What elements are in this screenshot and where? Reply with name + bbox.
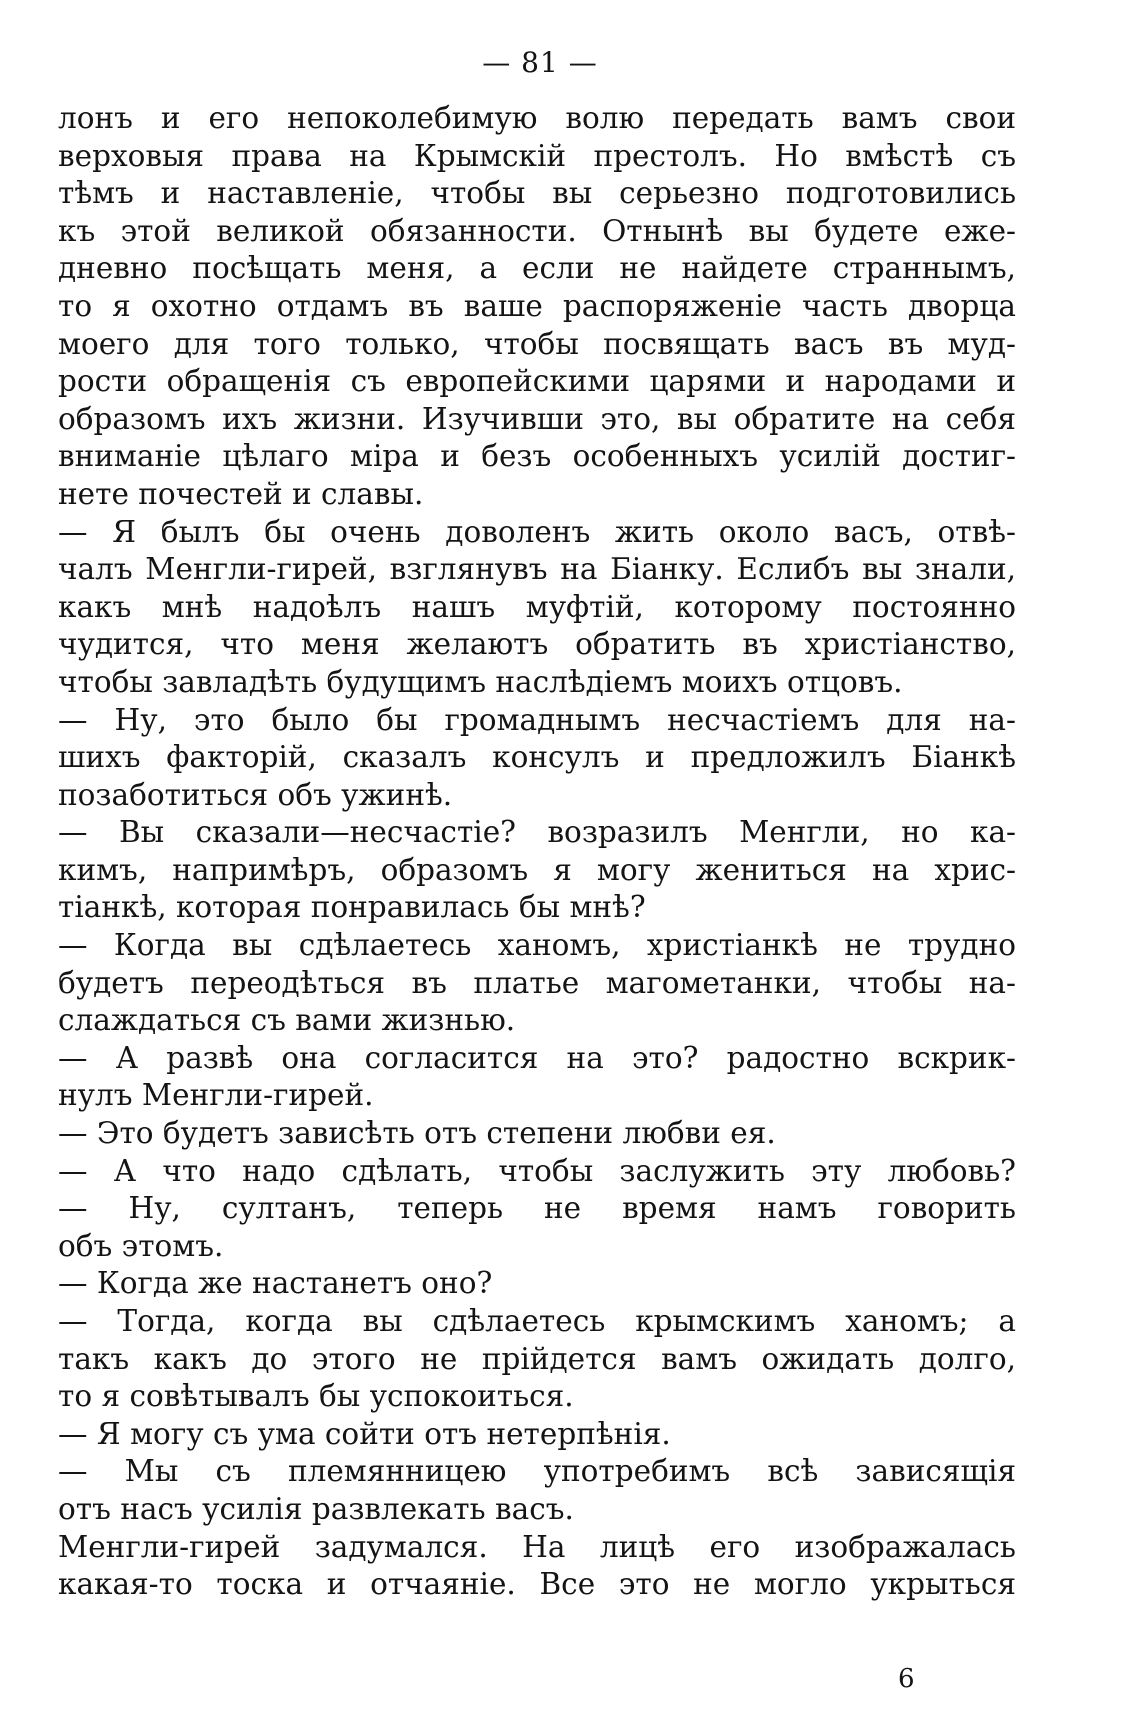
text-line: тѣмъ и наставленіе, чтобы вы серьезно подготовились (58, 176, 1016, 211)
text-line: тіанкѣ, которая понравилась бы мнѣ? (58, 890, 646, 925)
text-line: — Когда же настанетъ оно? (58, 1266, 493, 1301)
text-line: будетъ переодѣться въ платье магометанки, чтобы на- (58, 965, 1016, 1000)
text-line: — Вы сказали—несчастіе? возразилъ Менгли, но ка- (58, 815, 1016, 850)
text-line: такъ какъ до этого не прійдется вамъ ожидать долго, (58, 1341, 1016, 1376)
text-line: — Мы съ племянницею употребимъ всѣ зависящія (58, 1454, 1016, 1489)
text-line: рости обращенія съ европейскими царями и народами и (58, 364, 1016, 399)
text-line: Менгли-гирей задумался. На лицѣ его изображалась (58, 1529, 1016, 1564)
text-line: чтобы завладѣть будущимъ наслѣдіемъ моихъ отцовъ. (58, 664, 903, 699)
text-line: вниманіе цѣлаго міра и безъ особенныхъ усилій достиг- (58, 439, 1016, 474)
text-line: — Я былъ бы очень доволенъ жить около васъ, отвѣ- (58, 514, 1016, 549)
text-line: — А что надо сдѣлать, чтобы заслужить эту любовь? (58, 1153, 1016, 1188)
text-line: объ этомъ. (58, 1228, 224, 1263)
text-line: шихъ факторій, сказалъ консулъ и предложилъ Біанкѣ (58, 740, 1016, 775)
text-line: позаботиться объ ужинѣ. (58, 777, 453, 812)
text-line: — Ну, султанъ, теперь не время намъ говорить (58, 1191, 1016, 1226)
text-line: нете почестей и славы. (58, 476, 424, 511)
text-line: то я совѣтывалъ бы успокоиться. (58, 1379, 574, 1414)
text-line: то я охотно отдамъ въ ваше распоряженіе часть дворца (58, 288, 1016, 323)
text-line: чалъ Менгли-гирей, взглянувъ на Біанку. Еслибъ вы знали, (58, 552, 1016, 587)
text-line: образомъ ихъ жизни. Изучивши это, вы обратите на себя (58, 401, 1016, 436)
text-line: чудится, что меня желаютъ обратить въ христіанство, (58, 627, 1016, 662)
text-line: слаждаться съ вами жизнью. (58, 1003, 516, 1038)
text-line: лонъ и его непоколебимую волю передать вамъ свои (58, 101, 1016, 135)
signature-mark: 6 (898, 1664, 915, 1694)
text-line: какъ мнѣ надоѣлъ нашъ муфтій, которому постоянно (58, 589, 1016, 624)
text-line: дневно посѣщать меня, а если не найдете страннымъ, (58, 251, 1016, 286)
text-line: какая-то тоска и отчаяніе. Все это не могло укрыться (58, 1567, 1016, 1602)
text-line: — Я могу съ ума сойти отъ нетерпѣнія. (58, 1416, 671, 1451)
text-line: — Когда вы сдѣлаетесь ханомъ, христіанкѣ не трудно (58, 928, 1016, 963)
text-line: верховыя права на Крымскій престолъ. Но вмѣстѣ съ (58, 138, 1016, 173)
body-text (58, 100, 1016, 1604)
text-line: — А развѣ она согласится на это? радостно вскрик- (58, 1040, 1016, 1075)
text-line: кимъ, напримѣръ, образомъ я могу жениться на хрис- (58, 852, 1016, 887)
text-line: къ этой великой обязанности. Отнынѣ вы будете еже- (58, 213, 1016, 248)
text-line: отъ насъ усилія развлекать васъ. (58, 1491, 574, 1526)
text-line: — Это будетъ зависѣть отъ степени любви ея. (58, 1116, 776, 1151)
text-line: — Тогда, когда вы сдѣлаетесь крымскимъ ханомъ; а (58, 1304, 1016, 1338)
text-line: — Ну, это было бы громаднымъ несчастіемъ для на- (58, 702, 1016, 737)
text-line: нулъ Менгли-гирей. (58, 1078, 374, 1113)
text-line: моего для того только, чтобы посвящать васъ въ муд- (58, 326, 1016, 361)
page-number: — 81 — (482, 46, 598, 79)
